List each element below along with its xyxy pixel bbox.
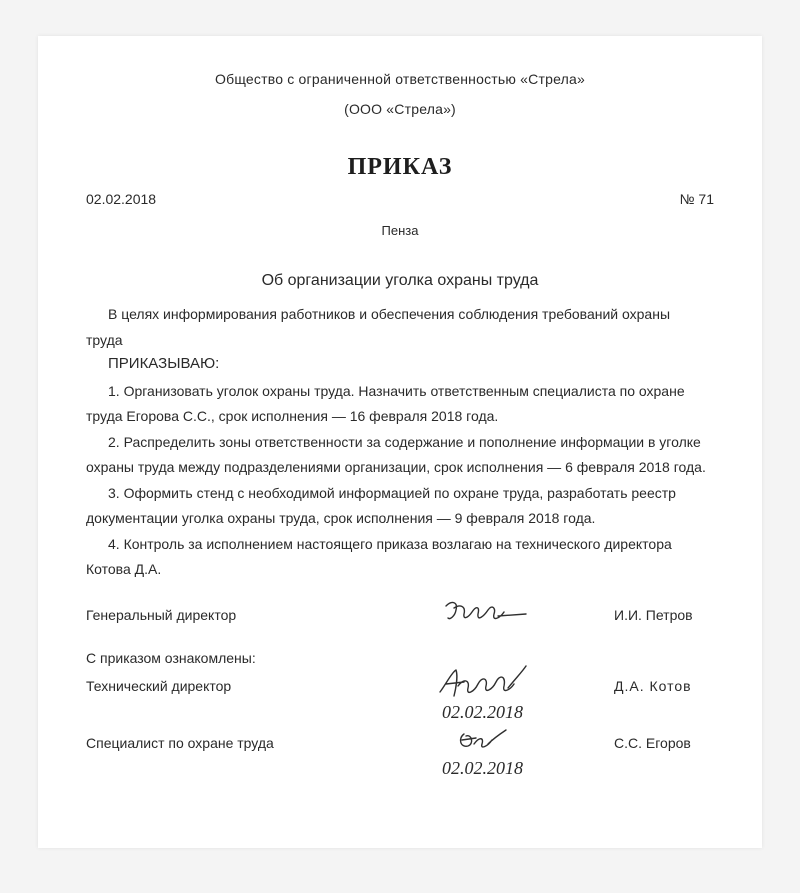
organization-full-name: Общество с ограниченной ответственностью «Стрела» (215, 71, 585, 87)
item-2-line-2: охраны труда между подразделениями организации, срок исполнения — 6 февраля 2018 года. (86, 459, 706, 475)
item-2-line-1: 2. Распределить зоны ответственности за содержание и пополнение информации в уголке (108, 434, 701, 450)
order-subject: Об организации уголка охраны труда (261, 272, 539, 289)
item-3-line-2: документации уголка охраны труда, срок исполнения — 9 февраля 2018 года. (86, 510, 596, 526)
director-position: Генеральный директор (86, 607, 237, 623)
item-4-line-2: Котова Д.А. (86, 561, 162, 577)
document-page (38, 36, 762, 848)
safety-specialist-date: 02.02.2018 (442, 758, 523, 778)
safety-specialist-signature (456, 726, 526, 756)
document-title: ПРИКАЗ (347, 154, 453, 180)
organization-short-name: (ООО «Стрела») (344, 101, 456, 117)
tech-director-name: Д.А. Котов (614, 678, 692, 694)
item-3-line-1: 3. Оформить стенд с необходимой информацией по охране труда, разработать реестр (108, 485, 676, 501)
item-1-line-2: труда Егорова С.С., срок исполнения — 16 февраля 2018 года. (86, 408, 499, 424)
tech-director-signature (436, 662, 536, 706)
acquainted-label: С приказом ознакомлены: (86, 650, 256, 666)
safety-specialist-name: С.С. Егоров (614, 735, 691, 751)
preamble-line-2: труда (86, 332, 123, 348)
director-signature (440, 592, 530, 632)
safety-specialist-position: Специалист по охране труда (86, 735, 274, 751)
tech-director-date: 02.02.2018 (442, 702, 523, 722)
tech-director-position: Технический директор (86, 678, 232, 694)
order-word: ПРИКАЗЫВАЮ: (108, 355, 220, 372)
item-4-line-1: 4. Контроль за исполнением настоящего приказа возлагаю на технического директора (108, 536, 672, 552)
director-name: И.И. Петров (614, 607, 693, 623)
preamble-line-1: В целях информирования работников и обеспечения соблюдения требований охраны (108, 306, 671, 322)
item-1-line-1: 1. Организовать уголок охраны труда. Назначить ответственным специалиста по охране (108, 383, 685, 399)
order-number: № 71 (679, 191, 714, 207)
order-date: 02.02.2018 (86, 191, 157, 207)
order-city: Пенза (381, 223, 419, 238)
